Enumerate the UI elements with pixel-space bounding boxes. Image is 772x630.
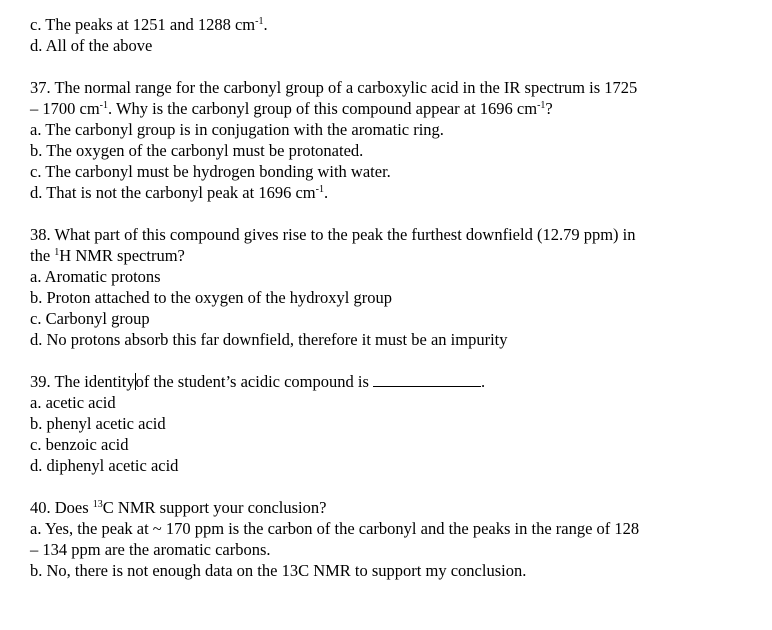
q37-option-c: c. The carbonyl must be hydrogen bonding with water. (30, 162, 391, 181)
q38-option-a: a. Aromatic protons (30, 267, 161, 286)
q36-option-d: d. All of the above (30, 36, 153, 55)
q40-option-a-line2: – 134 ppm are the aromatic carbons. (30, 540, 271, 559)
q39-option-d: d. diphenyl acetic acid (30, 456, 179, 475)
q39-option-b: b. phenyl acetic acid (30, 414, 166, 433)
q37-stem-line2: – 1700 $cm^{-1}$. Why is the carbonyl group of this compound appear at 1696 $cm^{-1}$? (30, 99, 553, 118)
q38-option-d: d. No protons absorb this far downfield, therefore it must be an impurity (30, 330, 508, 349)
quiz-document (30, 14, 750, 581)
q37-option-a: a. The carbonyl group is in conjugation with the aromatic ring. (30, 120, 444, 139)
q40-stem: 40. Does $^{13}$C NMR support your conclusion? (30, 498, 327, 517)
q39-stem[interactable]: 39. The identityof the student’s acidic compound is . (30, 372, 486, 391)
q39-option-c: c. benzoic acid (30, 435, 129, 454)
q37-stem-line1: 37. The normal range for the carbonyl group of a carboxylic acid in the IR spectrum is 1725 (30, 78, 638, 97)
q36-option-c: c. The peaks at 1251 and 1288 $cm^{-1}$. (30, 15, 268, 34)
q40-option-b: b. No, there is not enough data on the 13C NMR to support my conclusion. (30, 561, 527, 580)
q38-stem-line2: the $^1$H NMR spectrum? (30, 246, 185, 265)
q39-option-a: a. acetic acid (30, 393, 116, 412)
q38-option-c: c. Carbonyl group (30, 309, 150, 328)
q40-option-a-line1: a. Yes, the peak at ~ 170 ppm is the carbon of the carbonyl and the peaks in the range of 128 (30, 519, 640, 538)
q38-stem-line1: 38. What part of this compound gives rise to the peak the furthest downfield (12.79 ppm) in (30, 225, 636, 244)
q37-option-b: b. The oxygen of the carbonyl must be protonated. (30, 141, 364, 160)
answer-blank[interactable] (373, 372, 481, 387)
q38-option-b: b. Proton attached to the oxygen of the hydroxyl group (30, 288, 393, 307)
q37-option-d: d. That is not the carbonyl peak at 1696 $cm^{-1}$. (30, 183, 329, 202)
